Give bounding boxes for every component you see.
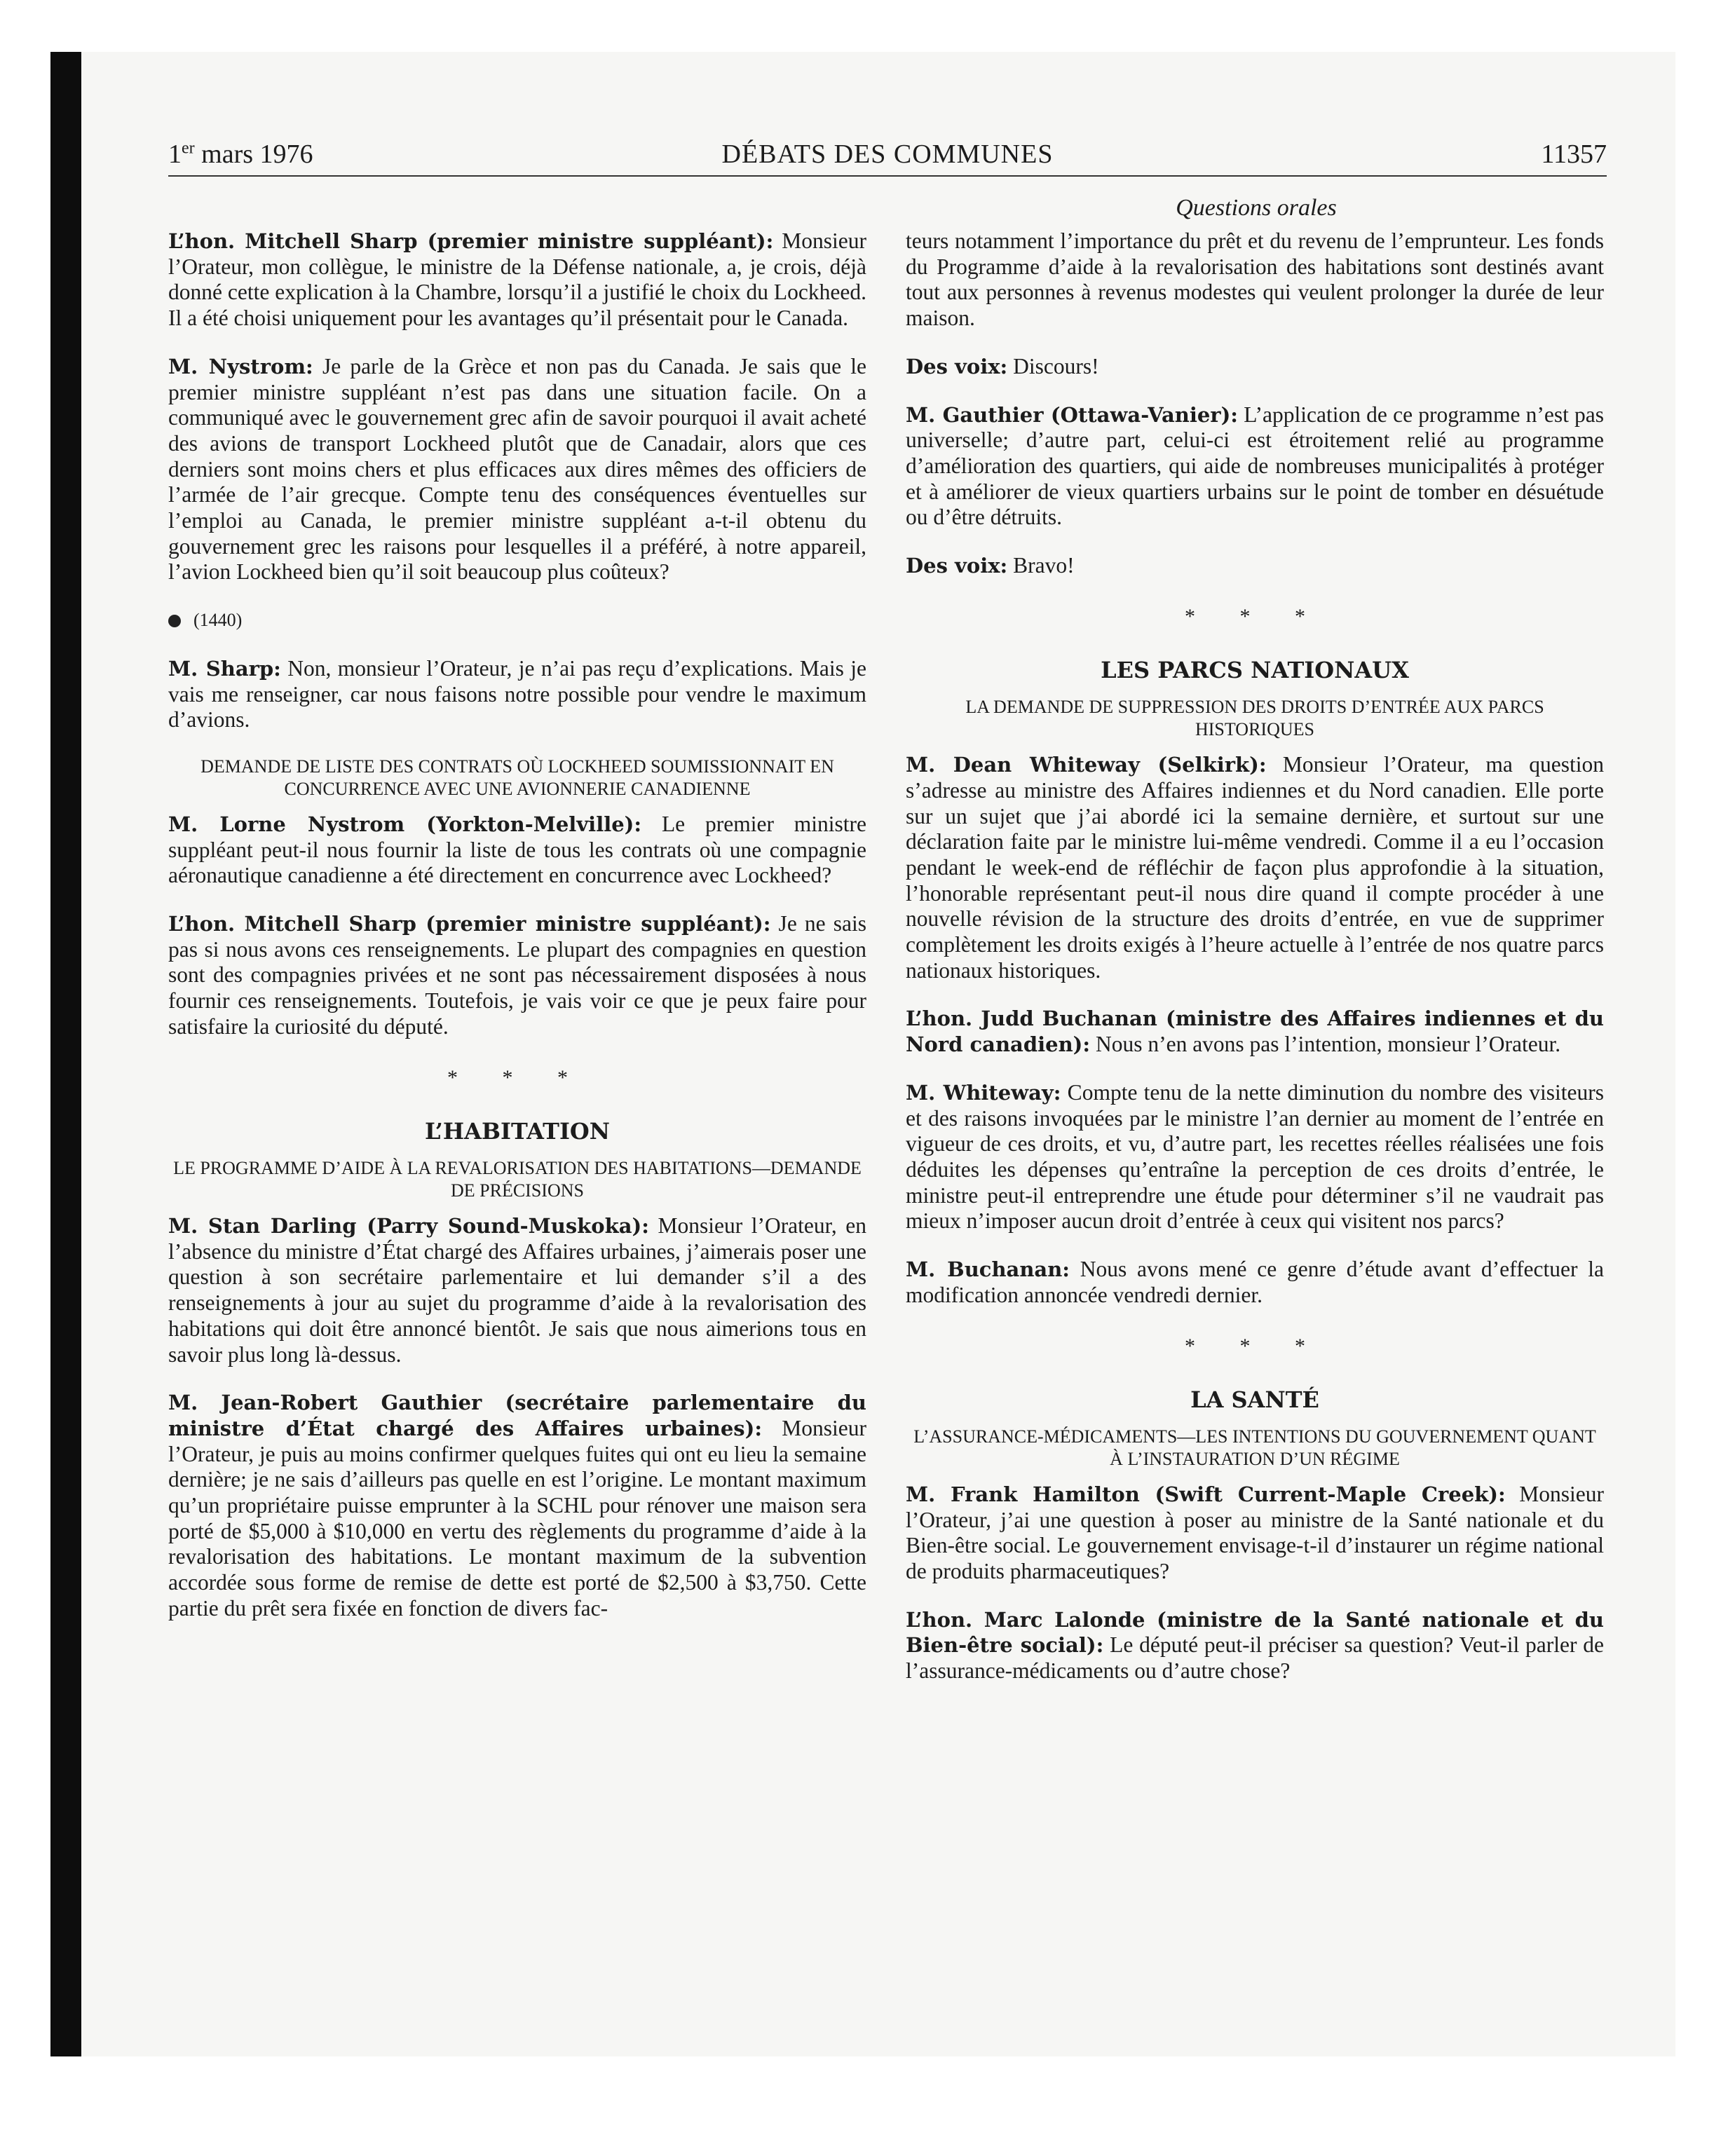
section-heading: L’HABITATION [424, 1118, 611, 1145]
scan-edge [50, 52, 81, 2056]
speech: Monsieur l’Orateur, mon collègue, le ministre de la Défense nationale, a, je crois, déjà donné cette explication à la Chambre, lorsqu’il a justifié le choix du Lockheed. Il a été choisi uniquement pour les avantages qu’il présentait pour le Canada. [168, 228, 866, 331]
speech: Monsieur l’Orateur, j’ai une question à poser au ministre de la Santé nationale et du Bien-être social. Le gouvernement envisage-t-il d’instaurer un régime national de produits pharmaceutiques? [906, 1481, 1605, 1584]
speaker: M. Stan Darling (Parry Sound-Muskoka): [168, 1213, 649, 1238]
section-heading: LES PARCS NATIONAUX [1101, 657, 1409, 684]
paragraph [906, 1607, 1604, 1684]
page-number: 11357 [1541, 139, 1607, 169]
speech: Non, monsieur l’Orateur, je n’ai pas reçu d’explications. Mais je vais me renseigner, car nous faisons notre possible pour vendre le maximum d’avions. [168, 655, 866, 732]
speaker: M. Sharp: [168, 656, 281, 681]
speaker: M. Lorne Nystrom (Yorkton-Melville): [168, 812, 642, 836]
speech: Le premier ministre suppléant peut-il nous fournir la liste de tous les contrats où une compagnie aéronautique canadienne a été directement en concurrence avec Lockheed? [168, 811, 866, 888]
paragraph [906, 1080, 1604, 1234]
paragraph [906, 402, 1604, 531]
speech: Discours! [1007, 353, 1099, 378]
speaker: Des voix: [906, 554, 1008, 578]
speech: L’application de ce programme n’est pas universelle; d’autre part, celui-ci est étroitement relié au programme d’amélioration des quartiers, qui aide de nombreuses municipalités à protéger et à améliorer de vieux quartiers urbains sur le point de tomber en désuétude ou d’être détruits. [906, 402, 1605, 530]
speaker: M. Gauthier (Ottawa-Vanier): [906, 402, 1239, 427]
paragraph [168, 911, 866, 1040]
subheading: L’ASSURANCE-MÉDICAMENTS—LES INTENTIONS DU GOUVERNEMENT QUANT À L’INSTAURATION D’UN RÉGIME [913, 1426, 1596, 1469]
speech: Bravo! [1007, 553, 1075, 578]
paragraph [906, 1482, 1604, 1585]
speech: Monsieur l’Orateur, ma question s’adresse au ministre des Affaires indiennes et du Nord canadien. Elle porte sur un sujet que j’ai abordé ici la semaine dernière, et surtout sur une déclaration faite par le ministre lui-même vendredi. Comme il a eu l’occasion pendant le week-end de réfléchir de façon plus approfondie à la situation, l’honorable représentant peut-il nous dire quand il compte procéder à une nouvelle révision de la structure des droits d’entrée, en vue de supprimer complètement les droits exigés à l’heure actuelle à l’entrée de nos quatre parcs nationaux historiques. [906, 752, 1604, 983]
speaker: M. Frank Hamilton (Swift Current-Maple Creek): [906, 1482, 1506, 1506]
speech: teurs notamment l’importance du prêt et du revenu de l’emprunteur. Les fonds du Programme d’aide à la revalorisation des habitations sont destinés avant tout aux personnes à revenus modestes qui veulent prolonger la durée de leur maison. [906, 228, 1604, 331]
speech: Je ne sais pas si nous avons ces renseignements. Le plupart des compagnies en question sont des compagnies privées et ne sont pas nécessairement disposées à nous fournir ces renseignements. Toutefois, je vais voir ce que je peux faire pour satisfaire la curiosité du député. [168, 911, 866, 1039]
time-marker-text: (1440) [193, 610, 243, 631]
section-heading: LA SANTÉ [1190, 1386, 1319, 1414]
speaker: M. Buchanan: [906, 1257, 1070, 1282]
paragraph [906, 553, 1604, 579]
section-divider: * * * [447, 1065, 587, 1089]
paragraph [168, 1390, 866, 1621]
speaker: L’hon. Marc Lalonde (ministre de la Santé nationale et du Bien-être social): [906, 1607, 1604, 1658]
running-head: Questions orales [1176, 195, 1337, 221]
time-marker [168, 608, 866, 634]
bullet-icon [168, 615, 181, 627]
page-header [168, 139, 1607, 177]
speaker: M. Dean Whiteway (Selkirk): [906, 753, 1267, 777]
speaker: L’hon. Judd Buchanan (ministre des Affaires indiennes et du Nord canadien): [906, 1007, 1604, 1057]
speaker: M. Nystrom: [168, 354, 313, 378]
speech: Nous n’en avons pas l’intention, monsieur l’Orateur. [1090, 1032, 1561, 1057]
paragraph [906, 228, 1604, 332]
date-day: 1 [168, 139, 182, 169]
subheading: DEMANDE DE LISTE DES CONTRATS OÙ LOCKHEED SOUMISSIONNAIT EN CONCURRENCE AVEC UNE AVIONNERIE CANADIENNE [200, 756, 834, 799]
paragraph [168, 812, 866, 889]
subheading: LE PROGRAMME D’AIDE À LA REVALORISATION DES HABITATIONS—DEMANDE DE PRÉCISIONS [173, 1157, 862, 1201]
subheading: LA DEMANDE DE SUPPRESSION DES DROITS D’ENTRÉE AUX PARCS HISTORIQUES [965, 697, 1544, 740]
speech: Le député peut-il préciser sa question? Veut-il parler de l’assurance-médicaments ou d’autre chose? [906, 1632, 1604, 1684]
section-divider: * * * [1185, 604, 1325, 628]
paragraph [906, 354, 1604, 380]
left-column [168, 228, 866, 1644]
speaker: L’hon. Mitchell Sharp (premier ministre suppléant): [168, 912, 771, 936]
paragraph [906, 1006, 1604, 1057]
date-sup: er [182, 139, 195, 158]
header-title: DÉBATS DES COMMUNES [721, 139, 1054, 169]
paragraph [906, 1257, 1604, 1308]
section-divider: * * * [1185, 1334, 1325, 1358]
speech: Monsieur l’Orateur, je puis au moins confirmer quelques fuites qui ont eu lieu la semaine dernière; je ne sais d’ailleurs pas quelle en est l’origine. Le montant maximum qu’un propriétaire puisse emprunter à la SCHL pour rénover une maison sera porté de $5,000 à $10,000 en vertu des règlements du programme d’aide à la revalorisation des habitations. Le montant maximum de la subvention accordée sous forme de remise de dette est porté de $2,500 à $3,750. Cette partie du prêt sera fixée en fonction de divers fac- [168, 1415, 866, 1621]
paragraph [168, 656, 866, 733]
speaker: L’hon. Mitchell Sharp (premier ministre suppléant): [168, 229, 774, 253]
speaker: Des voix: [906, 354, 1008, 378]
paragraph [906, 752, 1604, 983]
paragraph [168, 354, 866, 585]
speech: Je parle de la Grèce et non pas du Canada. Je sais que le premier ministre suppléant n’est pas dans une situation facile. On a communiqué avec le gouvernement grec afin de savoir pourquoi il avait acheté des avions de transport Lockheed plutôt que de Canadair, alors que ces derniers sont moins chers et plus efficaces aux dires mêmes des officiers de l’armée de l’air grecque. Compte tenu des conséquences éventuelles sur l’emploi au Canada, le premier ministre suppléant a-t-il obtenu du gouvernement grec les raisons pour lesquelles il a préféré, à notre appareil, l’avion Lockheed bien qu’il soit beaucoup plus coûteux? [168, 353, 866, 585]
paragraph [168, 1213, 866, 1367]
speech: Nous avons mené ce genre d’étude avant d’effectuer la modification annoncée vendredi dernier. [906, 1257, 1604, 1307]
date-rest: mars 1976 [194, 139, 313, 169]
speech: Monsieur l’Orateur, en l’absence du ministre d’État chargé des Affaires urbaines, j’aimerais poser une question à son secrétaire parlementaire et lui demander s’il a des renseignements à jour au sujet du programme d’aide à la revalorisation des habitations qui doit être annoncé bientôt. Je sais que nous aimerions tous en savoir plus long là-dessus. [168, 1213, 866, 1367]
speaker: M. Jean-Robert Gauthier (secrétaire parlementaire du ministre d’État chargé des Affaires urbaines): [168, 1391, 866, 1440]
paragraph [168, 228, 866, 332]
speech: Compte tenu de la nette diminution du nombre des visiteurs et des raisons invoquées par le ministre l’an dernier au moment de l’entrée en vigueur de ces droits, et vu, d’autre part, les recettes réelles réalisées une fois déduites les dépenses qu’entraîne la perception de ces droits d’entrée, le ministre peut-il entreprendre une étude pour déterminer s’il ne vaudrait pas mieux n’imposer aucun droit d’entrée à ceux qui visitent nos parcs? [906, 1079, 1604, 1234]
right-column [906, 228, 1604, 1707]
speaker: M. Whiteway: [906, 1080, 1061, 1105]
